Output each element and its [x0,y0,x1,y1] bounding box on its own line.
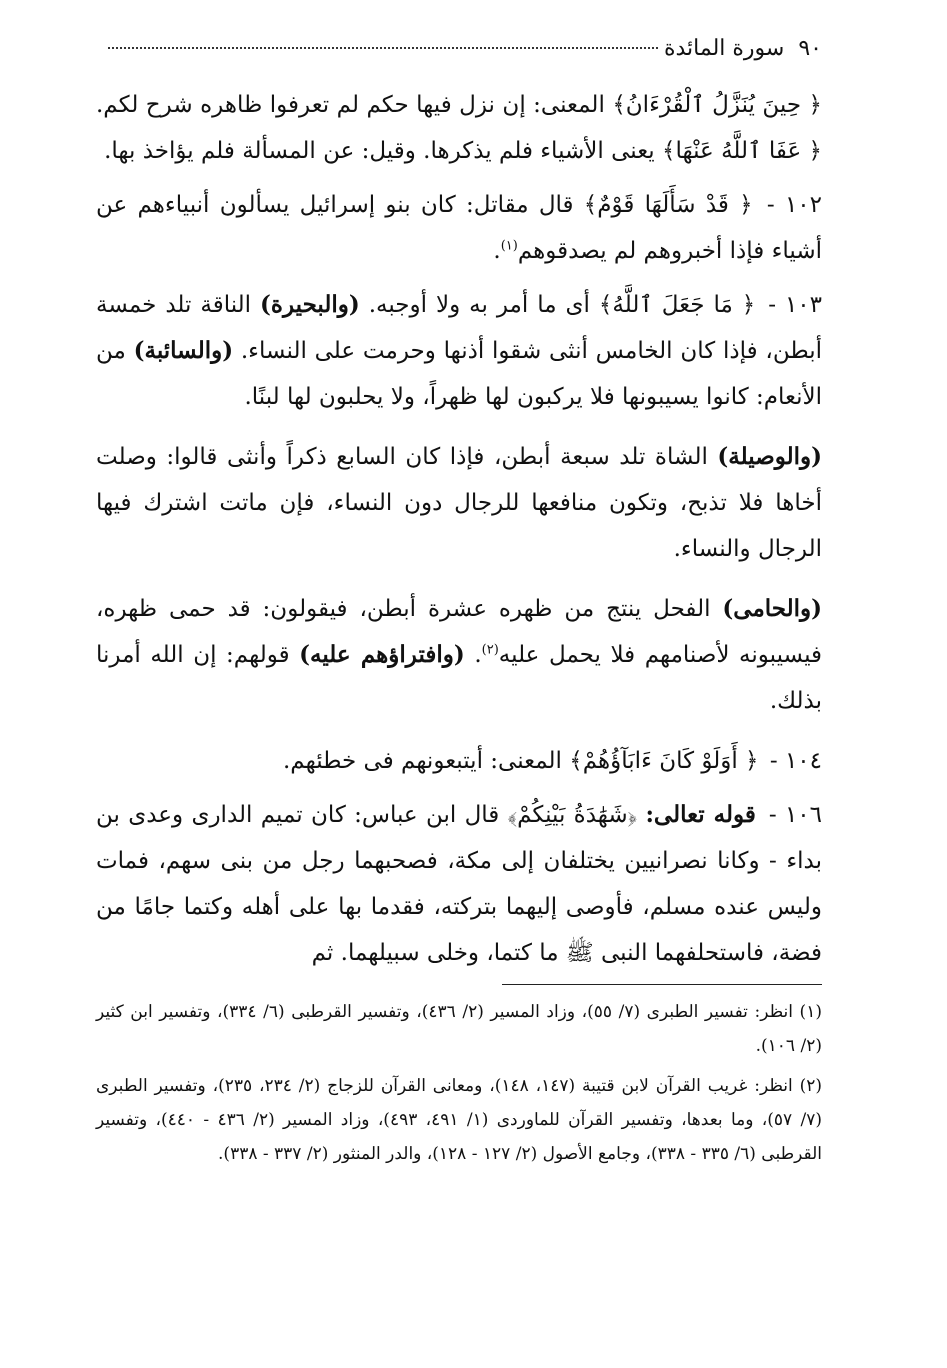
surah-title: سورة المائدة [663,36,785,61]
term-heading: (والبحيرة) [260,291,360,318]
commentary-text: قولهم: إن الله أمرنا بذلك. [96,642,822,714]
commentary-text: . [493,238,501,264]
term-heading: (وافتراؤهم عليه) [299,641,465,668]
paragraph-hami [96,586,822,724]
commentary-text: الفحل ينتج من ظهره عشرة أبطن، فيقولون: قد حمى ظهره، فيسيبونه لأصنامهم فلا يحمل عليه [96,596,823,668]
term-heading: (والسائبة) [133,337,234,364]
footnote-1: (١) انظر: تفسير الطبرى (٧/ ٥٥)، وزاد المسير (٢/ ٤٣٦)، وتفسير القرطبى (٦/ ٣٣٤)، وتفسير ابن كثير (٢/ ١٠٦). [96,1002,822,1056]
quran-quote: ﴿ عَفَا ٱللَّهُ عَنْهَا﴾ [662,138,822,164]
page-number: ٩٠ [798,36,822,61]
footnote-ref: (٢) [481,642,499,658]
quran-quote: ﴿ أَوَلَوْ كَانَ ءَابَآؤُهُمْ﴾ [569,748,766,774]
paragraph-1 [96,82,822,174]
book-page [96,36,822,1177]
quran-quote: ﴿ حِينَ يُنَزَّلُ ٱلْقُرْءَانُ﴾ [612,92,822,118]
paragraph-104 [96,738,822,784]
footnote-separator [502,984,822,985]
term-heading: (والحامى) [722,595,823,622]
commentary-text: أى ما أمر به ولا أوجبه. [359,292,599,318]
quran-quote: ﴿ قَدْ سَأَلَهَا قَوْمٌ﴾ [583,192,763,218]
paragraph-106 [96,792,822,976]
verse-number: ١٠٢ - [766,192,822,218]
commentary-text: من الأنعام: كانوا يسيبونها فلا يركبون لها ظهراً، ولا يحلبون لها لبنًا. [96,338,822,410]
paragraph-wasila [96,434,822,572]
header-dotted-leader [108,47,658,49]
commentary-text: يعنى الأشياء فلم يذكرها. وقيل: عن المسألة فلم يؤاخذ بها. [104,138,663,164]
commentary-text: المعنى: إن نزل فيها حكم لم تعرفوا ظاهره شرح لكم. [96,92,613,118]
commentary-text: الناقة تلد خمسة أبطن، فإذا كان الخامس أنثى شقوا أذنها وحرمت على النساء. [96,292,822,364]
paragraph-103 [96,282,822,420]
commentary-text: الشاة تلد سبعة أبطن، فإذا كان السابع ذكراً وأنثى قالوا: وصلت أخاها فلا تذبح، وتكون منافعها للرجال دون النساء، فإن ماتت اشترك فيها الرجال والنساء. [96,444,822,562]
term-heading: (والوصيلة) [717,443,822,470]
footnote-2: (٢) انظر: غريب القرآن لابن قتيبة (١٤٧، ١٤٨)، ومعانى القرآن للزجاج (٢/ ٢٣٤، ٢٣٥)، وتفسير الطبرى (٧/ ٥٧)، وما بعدها، وتفسير القرآن للماوردى (١/ ٤٩١، ٤٩٣)، وزاد المسير (٢/ ٤٣٦ - ٤٤٠)، وتفسير القرطبى (٦/ ٣٣٥ - ٣٣٨)، وجامع الأصول (٢/ ١٢٧ - ١٢٨)، والدر المنثور (٢/ ٣٣٧ - ٣٣٨). [96,1076,823,1164]
commentary-text: . [464,642,482,668]
verse-number: ١٠٦ - [768,802,823,828]
commentary-text: قال مقاتل: كان بنو إسرائيل يسألون أنبياءهم عن أشياء فإذا أخبروهم لم يصدقوهم [96,192,822,264]
page-header [96,36,822,82]
commentary-text: المعنى: أيتبعونهم فى خطئهم. [282,748,570,774]
footnote-ref: (١) [500,238,518,254]
verse-number: ١٠٤ - [769,748,822,774]
paragraph-102 [96,182,822,274]
verse-number: ١٠٣ - [768,292,822,318]
term-heading: قوله تعالى: [645,801,765,828]
quran-quote: ﴿ مَا جَعَلَ ٱللَّهُ﴾ [598,292,765,318]
quran-quote: ﴿شَهَٰدَةُ بَيْنِكُمْ﴾ [507,802,646,828]
commentary-text: قال ابن عباس: كان تميم الدارى وعدى بن بداء - وكانا نصرانيين يختلفان إلى مكة، فصحبهما رجل من بنى سهم، فمات وليس عنده مسلم، فأوصى إليهما بتركته، فقدما بها على أهله وكتما جامًا من فضة، فاستحلفهما النبى ﷺ ما كتما، وخلى سبيلهما. ثم [96,802,822,966]
